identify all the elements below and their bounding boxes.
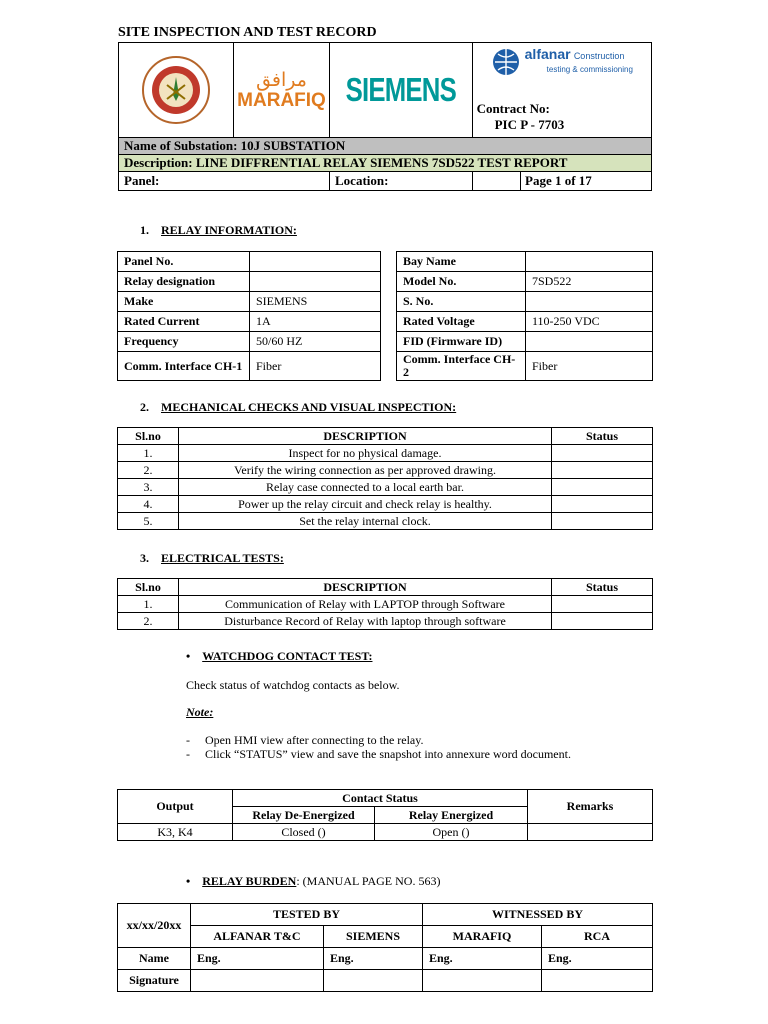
relay-info-left-table: Panel No. Relay designation Make SIEMENS Rated Current 1A Frequency 50/60 HZ Comm. Interface CH-1 Fiber (117, 251, 381, 381)
siemens-logo: SIEMENS (345, 71, 456, 108)
watchdog-contact-table: Output Contact Status Remarks Relay De-Energized Relay Energized K3, K4 Closed () Open () (117, 789, 653, 841)
contract-cell (472, 43, 651, 138)
alfanar-logo: alfanar Construction testing & commissioning (477, 47, 647, 77)
marafiq-arabic-logo: مرافق (256, 69, 307, 91)
status-cell[interactable] (552, 613, 653, 630)
alfanar-globe-icon (491, 47, 521, 77)
table-row: 5. Set the relay internal clock. (118, 513, 653, 530)
status-cell[interactable] (552, 596, 653, 613)
marafiq-logo: MARAFIQ (237, 90, 326, 111)
status-cell[interactable] (552, 496, 653, 513)
relay-burden-heading: • RELAY BURDEN: (MANUAL PAGE NO. 563) (186, 874, 441, 888)
page-number: Page 1 of 17 (525, 173, 592, 188)
table-row: 2. Verify the wiring connection as per approved drawing. (118, 462, 653, 479)
status-cell[interactable] (552, 445, 653, 462)
remarks-cell[interactable] (528, 824, 653, 841)
watchdog-step: - Open HMI view after connecting to the relay. (186, 733, 424, 747)
document-title: SITE INSPECTION AND TEST RECORD (118, 25, 377, 40)
relay-info-right-table: Bay Name Model No. 7SD522 S. No. Rated Voltage 110-250 VDC FID (Firmware ID) Comm. Interface CH-2 Fiber (396, 251, 653, 381)
watchdog-note: Note: (186, 705, 214, 719)
mechanical-table: Sl.no DESCRIPTION Status 1. Inspect for no physical damage. 2. Verify the wiring connection as per approved drawing. 3. Relay case connected to a local earth bar. 4. Power up the relay circuit and check relay is healthy. 5. Set the relay internal clock. (117, 427, 653, 530)
relay-info-heading: 1. RELAY INFORMATION: (140, 223, 297, 237)
mechanical-heading: 2. MECHANICAL CHECKS AND VISUAL INSPECTION: (140, 400, 457, 414)
table-row: 3. Relay case connected to a local earth bar. (118, 479, 653, 496)
table-row: Name Eng. Eng. Eng. Eng. (118, 948, 653, 970)
contract-label: Contract No: (476, 101, 550, 116)
signature-field[interactable] (423, 970, 542, 992)
table-row: Signature (118, 970, 653, 992)
ksa-emblem-icon (141, 55, 211, 125)
watchdog-step: - Click “STATUS” view and save the snapshot into annexure word document. (186, 747, 571, 761)
status-cell[interactable] (552, 513, 653, 530)
panel-label: Panel: (119, 172, 330, 191)
electrical-heading: 3. ELECTRICAL TESTS: (140, 551, 284, 565)
signature-table: xx/xx/20xx TESTED BY WITNESSED BY ALFANAR T&C SIEMENS MARAFIQ RCA Name Eng. Eng. Eng. Eng. Signature (117, 903, 653, 992)
status-cell[interactable] (552, 479, 653, 496)
report-description: Description: LINE DIFFRENTIAL RELAY SIEMENS 7SD522 TEST REPORT (119, 155, 652, 172)
marafiq-logo-cell (234, 43, 330, 138)
signature-field[interactable] (542, 970, 653, 992)
status-cell[interactable] (552, 462, 653, 479)
header-table (118, 42, 652, 191)
table-row: 2. Disturbance Record of Relay with laptop through software (118, 613, 653, 630)
signature-field[interactable] (324, 970, 423, 992)
ksa-logo-cell (119, 43, 234, 138)
table-row: 4. Power up the relay circuit and check relay is healthy. (118, 496, 653, 513)
name-field[interactable]: Eng. (423, 948, 542, 970)
watchdog-intro: Check status of watchdog contacts as below. (186, 678, 400, 692)
name-field[interactable]: Eng. (542, 948, 653, 970)
watchdog-heading: • WATCHDOG CONTACT TEST: (186, 649, 373, 663)
substation-name: Name of Substation: 10J SUBSTATION (119, 138, 652, 155)
table-row: K3, K4 Closed () Open () (118, 824, 653, 841)
electrical-table: Sl.no DESCRIPTION Status 1. Communication of Relay with LAPTOP through Software 2. Disturbance Record of Relay with laptop through software (117, 578, 653, 630)
name-field[interactable]: Eng. (324, 948, 423, 970)
siemens-logo-cell (330, 43, 473, 138)
table-row: 1. Communication of Relay with LAPTOP through Software (118, 596, 653, 613)
contract-value: PIC P - 7703 (494, 117, 565, 132)
table-row: 1. Inspect for no physical damage. (118, 445, 653, 462)
location-label: Location: (330, 172, 473, 191)
name-field[interactable]: Eng. (191, 948, 324, 970)
logo-row (119, 43, 652, 138)
signature-field[interactable] (191, 970, 324, 992)
